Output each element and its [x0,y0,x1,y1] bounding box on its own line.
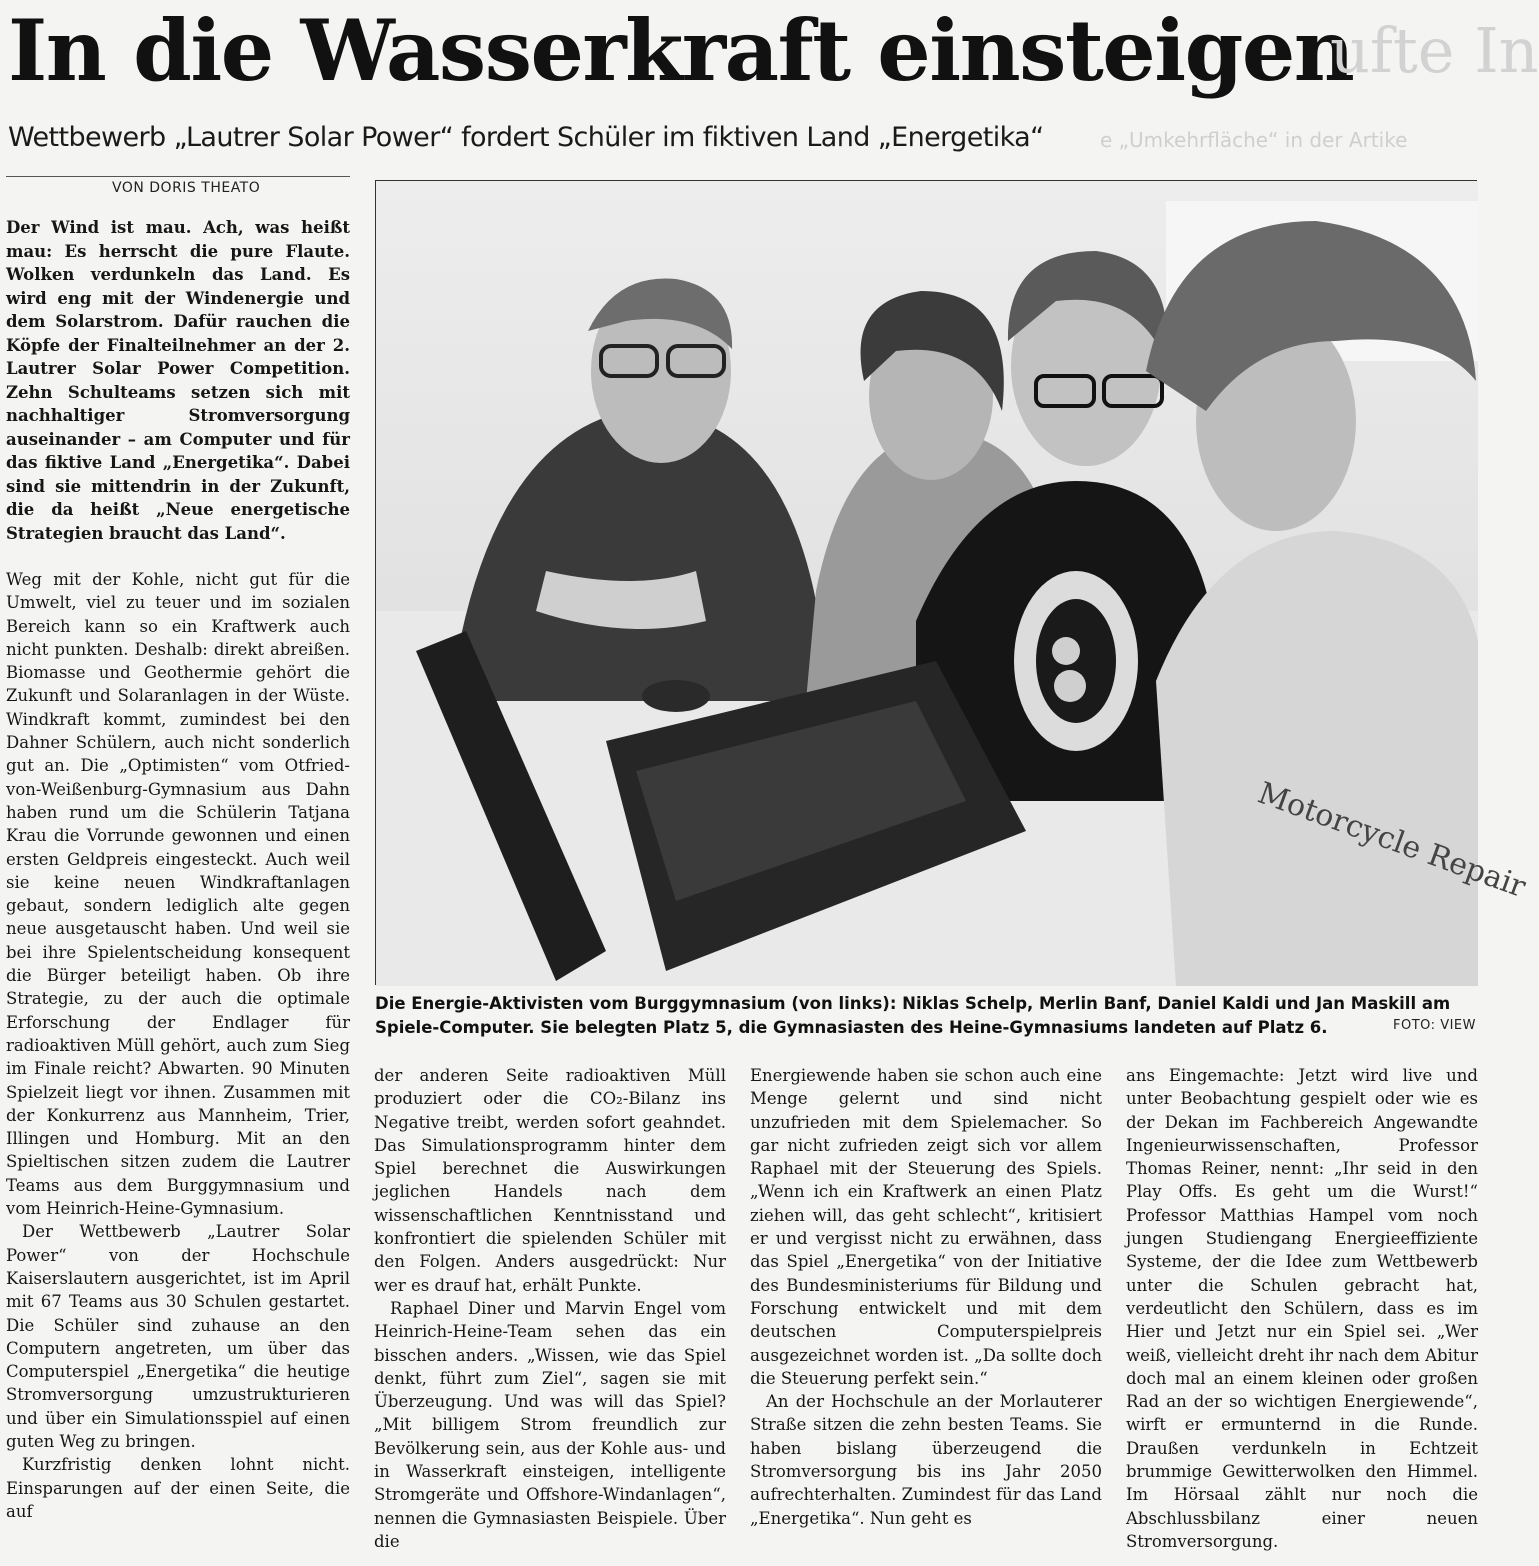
body-column-1 [6,568,350,1523]
paragraph: der anderen Seite radioaktiven Müll produziert oder die CO₂-Bilanz ins Negative treibt, werden sofort geahndet. Das Simulationsprogramm hinter dem Spiel berechnet die Auswirkungen jeglichen Handels nach dem wissenschaftlichen Kenntnisstand und konfrontiert die spielenden Schüler mit den Folgen. Anders ausgedrückt: Nur wer es drauf hat, erhält Punkte. [374,1066,726,1295]
paragraph: Der Wettbewerb „Lautrer Solar Power“ von der Hochschule Kaiserslautern ausgerichtet, ist im April mit 67 Teams aus 30 Schulen gestartet. Die Schüler sind zuhause an den Computern angetreten, um über das Computerspiel „Energetika“ die heutige Stromversorgung umzustrukturieren und über ein Simulationsspiel auf einen guten Weg zu bringen. [6,1222,350,1451]
students-at-laptop-illustration [376,181,1531,986]
shirt-print: Motorcycle Repair [1253,775,1531,905]
paragraph: Weg mit der Kohle, nicht gut für die Umwelt, viel zu teuer und im sozialen Bereich kann so ein Kraftwerk auch nicht punkten. Deshalb: direkt abreißen. Biomasse und Geothermie gehört die Zukunft und Solaranlagen in der Wüste. Windkraft kommt, zumindest bei den Dahner Schülern, auch nicht sonderlich gut an. Die „Optimisten“ vom Otfried-von-Weißenburg-Gymnasium aus Dahn haben rund um die Schülerin Tatjana Krau die Vorrunde gewonnen und einen ersten Geldpreis eingesteckt. Auch weil sie keine neuen Windkraftanlagen gebaut, sondern lediglich alte gegen neue ausgetauscht haben. Und weil sie bei ihre Spielentscheidung konsequent die Bürger beteiligt haben. Ob ihre Strategie, zu der auch die optimale Erforschung der Endlager für radioaktiven Müll gehört, auch zum Sieg im Finale reicht? Abwarten. 90 Minuten Spielzeit liegt vor ihnen. Zusammen mit der Konkurrenz aus Mannheim, Trier, Illingen und Homburg. Mit an den Spieltischen sitzen zudem die Lautrer Teams aus dem Burggymnasium und vom Heinrich-Heine-Gymnasium. [6,570,350,1219]
body-column-2 [374,1064,726,1553]
adjacent-article-text-fragment: e „Umkehrfläche“ in der Artike [1100,128,1408,152]
paragraph: Kurzfristig denken lohnt nicht. Einsparungen auf der einen Seite, die auf [6,1455,350,1521]
photo-credit: FOTO: VIEW [1393,1018,1476,1033]
body-column-4 [1126,1064,1478,1553]
article-subheadline: Wettbewerb „Lautrer Solar Power“ fordert Schüler im fiktiven Land „Energetika“ [8,122,1044,153]
paragraph: An der Hochschule an der Morlauterer Straße sitzen die zehn besten Teams. Sie haben bislang überzeugend die Stromversorgung bis ins Jahr 2050 aufrechterhalten. Zumindest für das Land „Energetika“. Nun geht es [750,1392,1102,1528]
paragraph: ans Eingemachte: Jetzt wird live und unter Beobachtung gespielt oder wie es der Dekan im Fachbereich Angewandte Ingenieurwissenschaften, Professor Thomas Reiner, nennt: „Ihr seid in den Play Offs. Es geht um die Wurst!“ Professor Matthias Hampel vom noch jungen Studiengang Energieeffiziente Systeme, der die Idee zum Wettbewerb unter die Schulen gebracht hat, verdeutlicht den Schülern, dass es im Hier und Jetzt nur ein Spiel sei. „Wer weiß, vielleicht dreht ihr nach dem Abitur doch mal an einem kleinen oder großen Rad an der so wichtigen Energiewende“, wirft er ermunternd in die Runde. Draußen verdunkeln in Echtzeit brummige Gewitterwolken den Himmel. Im Hörsaal zählt nur noch die Abschlussbilanz einer neuen Stromversorgung. [1126,1066,1478,1551]
photo-caption: Die Energie-Aktivisten vom Burggymnasium (von links): Niklas Schelp, Merlin Banf, Daniel Kaldi und Jan Maskill am Spiele-Computer. Sie belegten Platz 5, die Gymnasiasten des Heine-Gymnasiums landeten auf Platz 6. [375,994,1451,1037]
lead-paragraph: Der Wind ist mau. Ach, was heißt mau: Es herrscht die pure Flaute. Wolken verdunkeln das Land. Es wird eng mit der Windenergie und dem Solarstrom. Dafür rauchen die Köpfe der Finalteilnehmer an der 2. Lautrer Solar Power Competition. Zehn Schulteams setzen sich mit nachhaltiger Stromversorgung auseinander – am Computer und für das fiktive Land „Energetika“. Dabei sind sie mittendrin in der Zukunft, die da heißt „Neue energetische Strategien braucht das Land“. [6,218,350,543]
article-photo [375,180,1531,985]
adjacent-article-headline-fragment: ufte In [1330,14,1539,87]
article-headline: In die Wasserkraft einsteigen [8,1,1354,100]
paragraph: Raphael Diner und Marvin Engel vom Heinrich-Heine-Team sehen das ein bisschen anders. „Wissen, wie das Spiel denkt, führt zum Ziel“, sagen sie mit Überzeugung. Und was will das Spiel? „Mit billigem Strom freundlich zur Bevölkerung sein, aus der Kohle aus- und in Wasserkraft einsteigen, intelligente Stromgeräte und Offshore-Windanlagen“, nennen die Gymnasiasten Beispiele. Über die [374,1298,726,1551]
paragraph: Energiewende haben sie schon auch eine Menge gelernt und sind nicht unzufrieden mit dem Spielemacher. So gar nicht zufrieden zeigt sich vor allem Raphael mit der Steuerung des Spiels. „Wenn ich ein Kraftwerk an einen Platz ziehen will, das geht schlecht“, kritisiert er und vergisst nicht zu erwähnen, dass das Spiel „Energetika“ von der Initiative des Bundesministeriums für Bildung und Forschung entwickelt und mit dem deutschen Computerspielpreis ausgezeichnet worden ist. „Da sollte doch die Steuerung perfekt sein.“ [750,1066,1102,1388]
byline-rule [6,176,350,177]
body-column-3 [750,1064,1102,1530]
byline: VON DORIS THEATO [112,180,261,196]
